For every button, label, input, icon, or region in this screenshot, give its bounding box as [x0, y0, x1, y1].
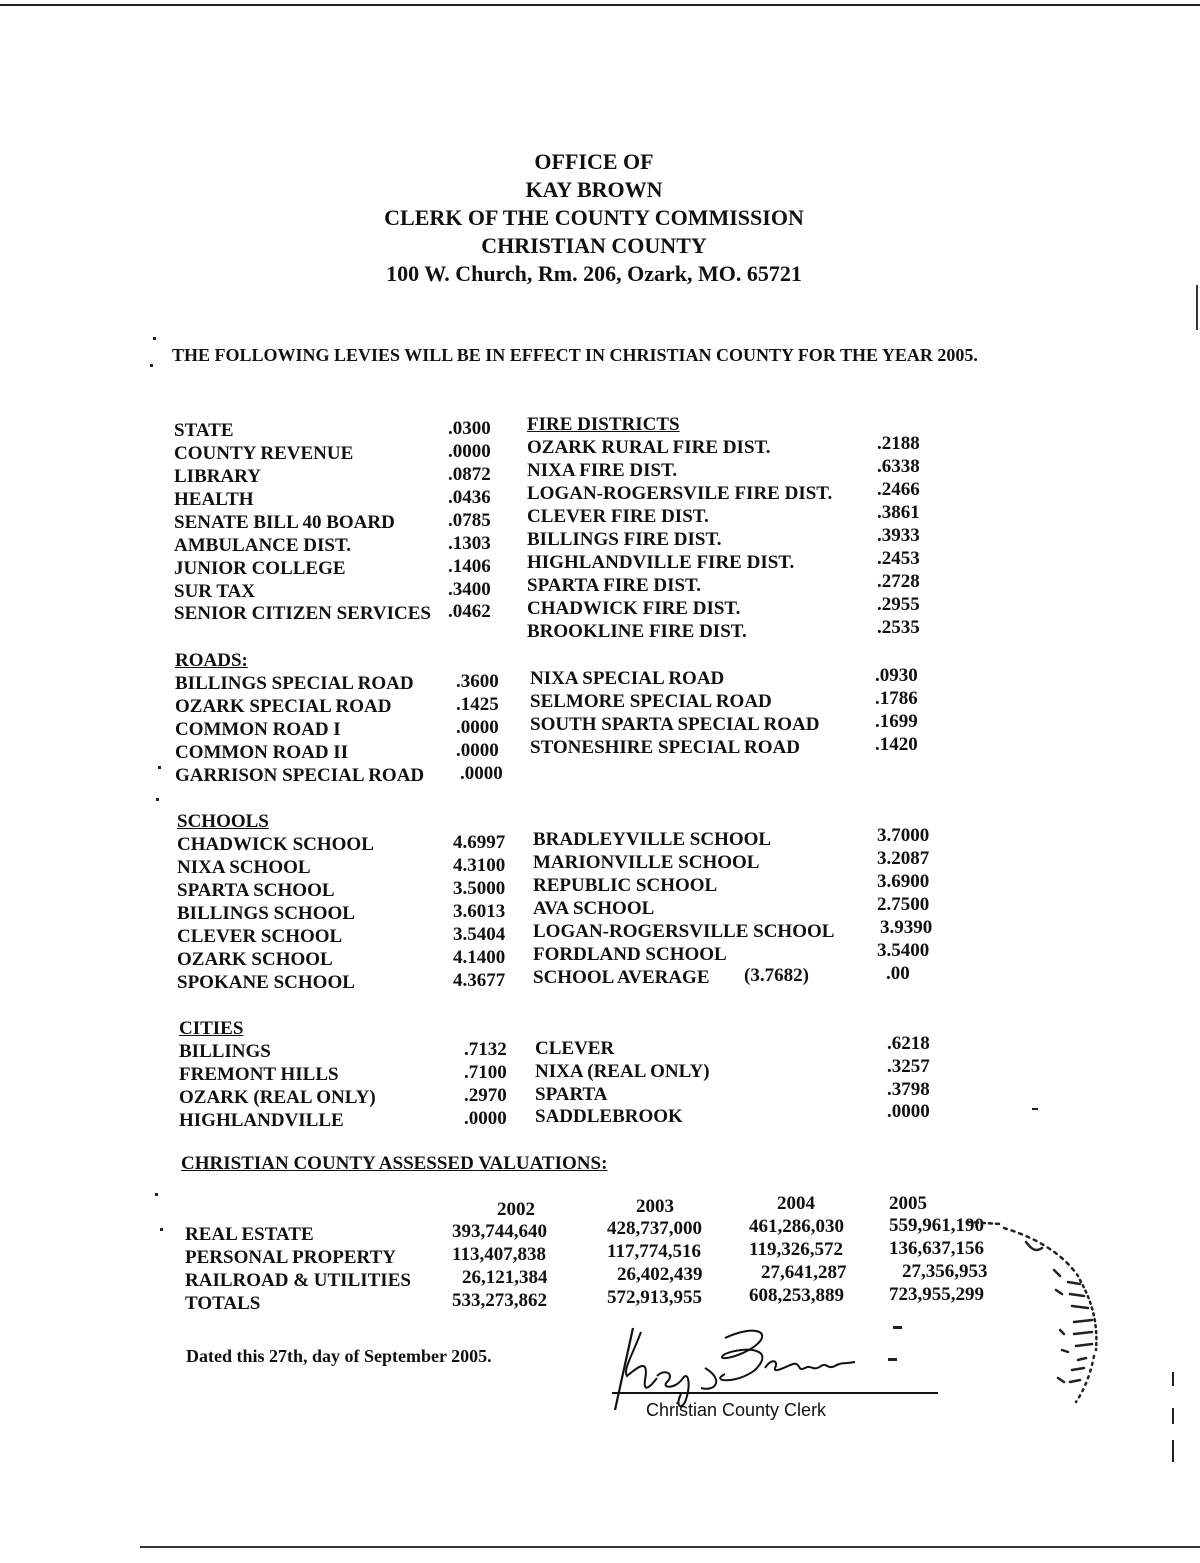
road-rate: .1425 — [456, 694, 499, 715]
scan-speck — [160, 1228, 163, 1231]
fire-districts-heading: FIRE DISTRICTS — [527, 414, 680, 435]
scan-speck — [893, 1326, 902, 1329]
valuation-cell: 559,961,190 — [889, 1215, 984, 1236]
fire-district-name: BILLINGS FIRE DIST. — [527, 529, 722, 550]
road-rate: .3600 — [456, 671, 499, 692]
road-name: STONESHIRE SPECIAL ROAD — [530, 737, 800, 758]
letterhead-line-office: OFFICE OF — [534, 149, 654, 174]
fire-district-rate: .2728 — [877, 571, 920, 592]
levy-rate: .3400 — [448, 579, 491, 600]
road-rate: .1420 — [875, 734, 918, 755]
scan-edge-top — [0, 4, 1200, 6]
school-name: LOGAN-ROGERSVILLE SCHOOL — [533, 921, 835, 942]
signature-caption: Christian County Clerk — [646, 1400, 827, 1420]
school-average-label: SCHOOL AVERAGE — [533, 967, 710, 988]
fire-district-name: OZARK RURAL FIRE DIST. — [527, 437, 771, 458]
school-rate: 4.3677 — [453, 970, 506, 991]
scan-speck — [1172, 1440, 1174, 1462]
levy-rate: .0785 — [448, 510, 491, 531]
cities-heading: CITIES — [179, 1018, 244, 1039]
city-name: OZARK (REAL ONLY) — [179, 1087, 376, 1108]
valuation-cell: 723,955,299 — [889, 1284, 984, 1305]
letterhead-line-name: KAY BROWN — [525, 177, 663, 202]
valuation-cell: 572,913,955 — [607, 1287, 702, 1308]
levy-rate: .1303 — [448, 533, 491, 554]
road-name: COMMON ROAD I — [175, 719, 341, 740]
valuation-row-label: REAL ESTATE — [185, 1224, 314, 1245]
scan-speck — [1172, 1408, 1174, 1424]
valuation-cell: 119,326,572 — [749, 1239, 843, 1260]
city-name: NIXA (REAL ONLY) — [535, 1061, 710, 1082]
valuation-year: 2005 — [889, 1193, 927, 1214]
fire-district-rate: .2453 — [877, 548, 920, 569]
levy-name: SUR TAX — [174, 581, 256, 602]
school-rate: 3.6900 — [877, 871, 930, 892]
roads-heading: ROADS: — [175, 650, 248, 671]
road-name: BILLINGS SPECIAL ROAD — [175, 673, 414, 694]
valuation-cell: 27,356,953 — [902, 1261, 988, 1282]
city-rate: .6218 — [887, 1033, 930, 1054]
valuation-year: 2003 — [636, 1196, 674, 1217]
school-name: BILLINGS SCHOOL — [177, 903, 355, 924]
city-name: SPARTA — [535, 1084, 608, 1105]
school-name: CLEVER SCHOOL — [177, 926, 343, 947]
fire-district-rate: .2535 — [877, 617, 920, 638]
letterhead-line-address: 100 W. Church, Rm. 206, Ozark, MO. 65721 — [386, 261, 802, 286]
road-rate: .1786 — [875, 688, 918, 709]
fire-district-rate: .3933 — [877, 525, 920, 546]
school-rate: 3.5400 — [877, 940, 930, 961]
fire-district-rate: .2188 — [877, 433, 920, 454]
school-rate: 4.1400 — [453, 947, 506, 968]
levy-name: AMBULANCE DIST. — [174, 535, 352, 556]
letterhead — [0, 148, 1188, 288]
fire-district-rate: .6338 — [877, 456, 920, 477]
road-rate: .0930 — [875, 665, 918, 686]
road-name: GARRISON SPECIAL ROAD — [175, 765, 425, 786]
school-name: CHADWICK SCHOOL — [177, 834, 374, 855]
school-name: REPUBLIC SCHOOL — [533, 875, 718, 896]
city-rate: .3798 — [887, 1079, 930, 1100]
school-name: FORDLAND SCHOOL — [533, 944, 727, 965]
scan-speck — [888, 1358, 897, 1361]
valuation-cell: 428,737,000 — [607, 1218, 702, 1239]
letterhead-line-county: CHRISTIAN COUNTY — [481, 233, 707, 258]
road-name: NIXA SPECIAL ROAD — [530, 668, 725, 689]
school-rate: 4.6997 — [453, 832, 506, 853]
scan-edge-bottom — [140, 1546, 1200, 1548]
city-name: CLEVER — [535, 1038, 615, 1059]
levy-name: STATE — [174, 420, 234, 441]
scan-speck — [150, 364, 153, 367]
fire-district-rate: .2955 — [877, 594, 920, 615]
school-rate: .00 — [886, 963, 910, 984]
levy-name: HEALTH — [174, 489, 254, 510]
city-rate: .2970 — [464, 1085, 507, 1106]
fire-district-name: NIXA FIRE DIST. — [527, 460, 678, 481]
schools-heading: SCHOOLS — [177, 811, 269, 832]
levy-name: SENATE BILL 40 BOARD — [174, 512, 395, 533]
school-rate: 3.5404 — [453, 924, 506, 945]
valuation-cell: 27,641,287 — [761, 1262, 847, 1283]
fire-district-name: SPARTA FIRE DIST. — [527, 575, 702, 596]
road-rate: .0000 — [456, 717, 499, 738]
road-rate: .0000 — [460, 763, 503, 784]
levy-rate: .1406 — [448, 556, 491, 577]
dated-line: Dated this 27th, day of September 2005. — [186, 1346, 492, 1366]
fire-district-name: CHADWICK FIRE DIST. — [527, 598, 741, 619]
school-rate: 3.5000 — [453, 878, 506, 899]
valuation-cell: 136,637,156 — [889, 1238, 984, 1259]
valuation-year: 2002 — [497, 1199, 535, 1220]
valuation-year: 2004 — [777, 1193, 815, 1214]
letterhead-line-title: CLERK OF THE COUNTY COMMISSION — [384, 205, 804, 230]
scan-speck — [155, 1193, 158, 1196]
valuations-heading: CHRISTIAN COUNTY ASSESSED VALUATIONS: — [181, 1153, 608, 1174]
county-seal-stamp — [960, 1210, 1130, 1410]
road-name: SELMORE SPECIAL ROAD — [530, 691, 772, 712]
school-name: OZARK SCHOOL — [177, 949, 333, 970]
scan-speck — [1032, 1108, 1038, 1110]
fire-district-name: BROOKLINE FIRE DIST. — [527, 621, 747, 642]
scan-edge-right — [1196, 285, 1198, 330]
levy-rate: .0872 — [448, 464, 491, 485]
city-name: BILLINGS — [179, 1041, 271, 1062]
school-average-value: (3.7682) — [744, 965, 809, 986]
school-rate: 2.7500 — [877, 894, 930, 915]
fire-district-rate: .2466 — [877, 479, 920, 500]
school-name: MARIONVILLE SCHOOL — [533, 852, 760, 873]
scan-speck — [1172, 1372, 1174, 1386]
school-name: NIXA SCHOOL — [177, 857, 311, 878]
valuation-cell: 117,774,516 — [607, 1241, 701, 1262]
scan-speck — [153, 337, 156, 340]
levy-rate: .0300 — [448, 418, 491, 439]
fire-district-name: HIGHLANDVILLE FIRE DIST. — [527, 552, 795, 573]
levy-rate: .0436 — [448, 487, 491, 508]
intro-statement: THE FOLLOWING LEVIES WILL BE IN EFFECT IN CHRISTIAN COUNTY FOR THE YEAR 2005. — [172, 345, 978, 365]
city-rate: .7132 — [464, 1039, 507, 1060]
road-rate: .1699 — [875, 711, 918, 732]
school-rate: 3.7000 — [877, 825, 930, 846]
valuation-cell: 26,402,439 — [617, 1264, 703, 1285]
road-name: COMMON ROAD II — [175, 742, 349, 763]
school-name: SPOKANE SCHOOL — [177, 972, 355, 993]
valuation-cell: 393,744,640 — [452, 1221, 547, 1242]
city-rate: .3257 — [887, 1056, 930, 1077]
valuation-cell: 461,286,030 — [749, 1216, 844, 1237]
valuation-cell: 533,273,862 — [452, 1290, 547, 1311]
city-rate: .0000 — [887, 1101, 930, 1122]
school-rate: 3.6013 — [453, 901, 506, 922]
levy-name: SENIOR CITIZEN SERVICES — [174, 603, 431, 624]
levy-name: LIBRARY — [174, 466, 261, 487]
levy-rate: .0462 — [448, 601, 491, 622]
signature-line — [612, 1392, 938, 1394]
school-name: SPARTA SCHOOL — [177, 880, 335, 901]
valuation-cell: 608,253,889 — [749, 1285, 844, 1306]
school-name: BRADLEYVILLE SCHOOL — [533, 829, 772, 850]
valuation-row-label: TOTALS — [185, 1293, 261, 1314]
fire-district-rate: .3861 — [877, 502, 920, 523]
fire-district-name: CLEVER FIRE DIST. — [527, 506, 709, 527]
levy-rate: .0000 — [448, 441, 491, 462]
school-rate: 4.3100 — [453, 855, 506, 876]
road-name: SOUTH SPARTA SPECIAL ROAD — [530, 714, 820, 735]
valuation-row-label: PERSONAL PROPERTY — [185, 1247, 396, 1268]
city-name: SADDLEBROOK — [535, 1106, 683, 1127]
city-name: HIGHLANDVILLE — [179, 1110, 344, 1131]
valuation-row-label: RAILROAD & UTILITIES — [185, 1270, 411, 1291]
levy-name: COUNTY REVENUE — [174, 443, 354, 464]
city-name: FREMONT HILLS — [179, 1064, 339, 1085]
levy-name: JUNIOR COLLEGE — [174, 558, 346, 579]
scan-speck — [158, 766, 161, 769]
school-rate: 3.9390 — [880, 917, 933, 938]
road-name: OZARK SPECIAL ROAD — [175, 696, 392, 717]
fire-district-name: LOGAN-ROGERSVILE FIRE DIST. — [527, 483, 833, 504]
city-rate: .0000 — [464, 1108, 507, 1129]
school-rate: 3.2087 — [877, 848, 930, 869]
valuation-cell: 113,407,838 — [452, 1244, 546, 1265]
school-name: AVA SCHOOL — [533, 898, 655, 919]
scan-speck — [156, 798, 159, 801]
valuation-cell: 26,121,384 — [462, 1267, 548, 1288]
city-rate: .7100 — [464, 1062, 507, 1083]
road-rate: .0000 — [456, 740, 499, 761]
